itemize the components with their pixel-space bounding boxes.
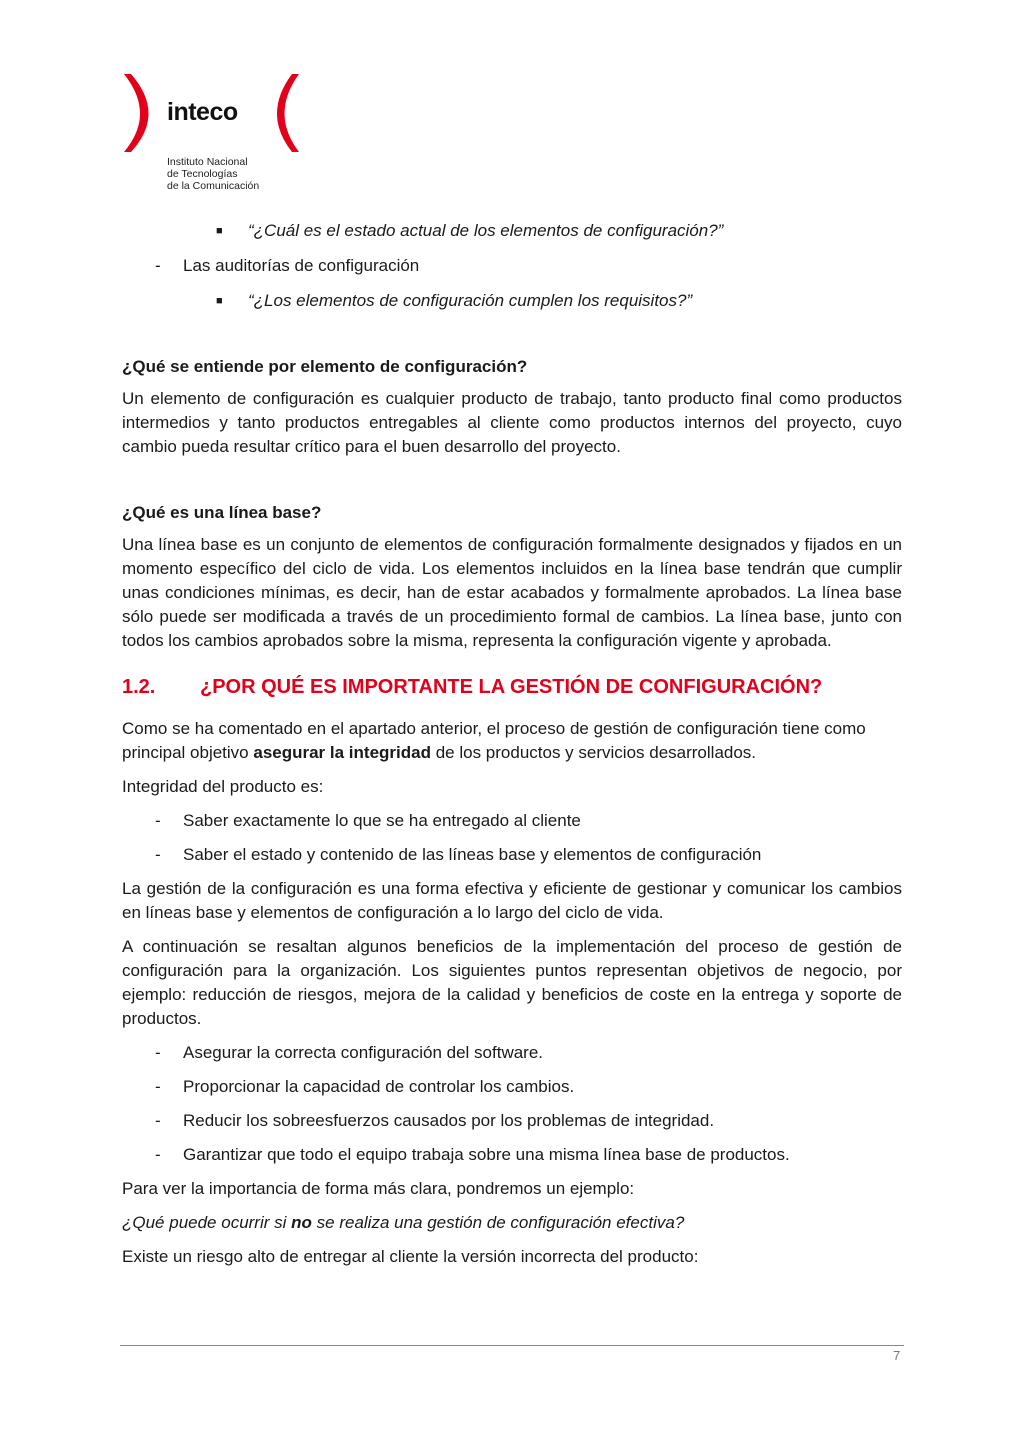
paragraph: ¿Qué puede ocurrir si no se realiza una gestión de configuración efectiva?	[122, 1213, 685, 1232]
list-item: - Saber el estado y contenido de las líneas base y elementos de configuración	[155, 845, 762, 864]
document-body	[122, 216, 902, 1269]
paragraph: A continuación se resaltan algunos beneficios de la implementación del proceso de gestión de configuración para la organización. Los siguientes puntos representan objetivos de negocio, por ejemplo: reducción de riesgos, mejora de la calidad y beneficios de coste en la entrega y soporte de productos.	[122, 937, 902, 1028]
list-item: - Proporcionar la capacidad de controlar los cambios.	[155, 1077, 575, 1096]
list-item: - Garantizar que todo el equipo trabaja sobre una misma línea base de productos.	[155, 1145, 790, 1164]
list-item: - Las auditorías de configuración	[155, 256, 420, 275]
logo-subtitle: Instituto Nacional de Tecnologías de la Comunicación	[167, 156, 260, 192]
question-heading: ¿Qué se entiende por elemento de configuración?	[122, 357, 528, 376]
square-bullet-icon: ■	[216, 295, 223, 307]
square-bullet-icon: ■	[216, 225, 223, 237]
paragraph: Como se ha comentado en el apartado anterior, el proceso de gestión de configuración tiene como principal objetivo asegurar la integridad de los productos y servicios desarrollados.	[122, 719, 866, 762]
paragraph: Integridad del producto es:	[122, 777, 324, 796]
question-heading: ¿Qué es una línea base?	[122, 503, 322, 522]
list-item: - Asegurar la correcta configuración del software.	[155, 1043, 544, 1062]
paragraph: Para ver la importancia de forma más clara, pondremos un ejemplo:	[122, 1179, 635, 1198]
paragraph: Una línea base es un conjunto de elementos de configuración formalmente designados y fijados en un momento específico del ciclo de vida. Los elementos incluidos en la línea base tendrán que cumplir unas condiciones mínimas, es decir, han de estar acabados y formalmente aprobados. La línea base sólo puede ser modificada a través de un procedimiento formal de cambios. La línea base, junto con todos los cambios aprobados sobre la misma, representa la configuración vigente y aprobada.	[122, 535, 902, 650]
paragraph: Un elemento de configuración es cualquier producto de trabajo, tanto producto final como productos intermedios y tanto productos entregables al cliente como productos internos del proyecto, cuyo cambio pueda resultar crítico para el buen desarrollo del proyecto.	[122, 389, 902, 456]
page-number: 7	[893, 1348, 901, 1363]
list-item: ■ “¿Cuál es el estado actual de los elementos de configuración?”	[122, 219, 902, 243]
paragraph: La gestión de la configuración es una forma efectiva y eficiente de gestionar y comunicar los cambios en líneas base y elementos de configuración a lo largo del ciclo de vida.	[122, 879, 902, 922]
paragraph: Existe un riesgo alto de entregar al cliente la versión incorrecta del producto:	[122, 1247, 699, 1266]
logo-wordmark: inteco	[167, 98, 238, 126]
footer-divider	[120, 1345, 904, 1346]
inteco-logo	[120, 70, 310, 195]
list-item: - Reducir los sobreesfuerzos causados por los problemas de integridad.	[155, 1111, 715, 1130]
section-heading: 1.2. ¿POR QUÉ ES IMPORTANTE LA GESTIÓN DE CONFIGURACIÓN?	[122, 676, 823, 698]
list-item: - Saber exactamente lo que se ha entregado al cliente	[155, 811, 581, 830]
list-item: ■ “¿Los elementos de configuración cumplen los requisitos?”	[122, 289, 902, 313]
